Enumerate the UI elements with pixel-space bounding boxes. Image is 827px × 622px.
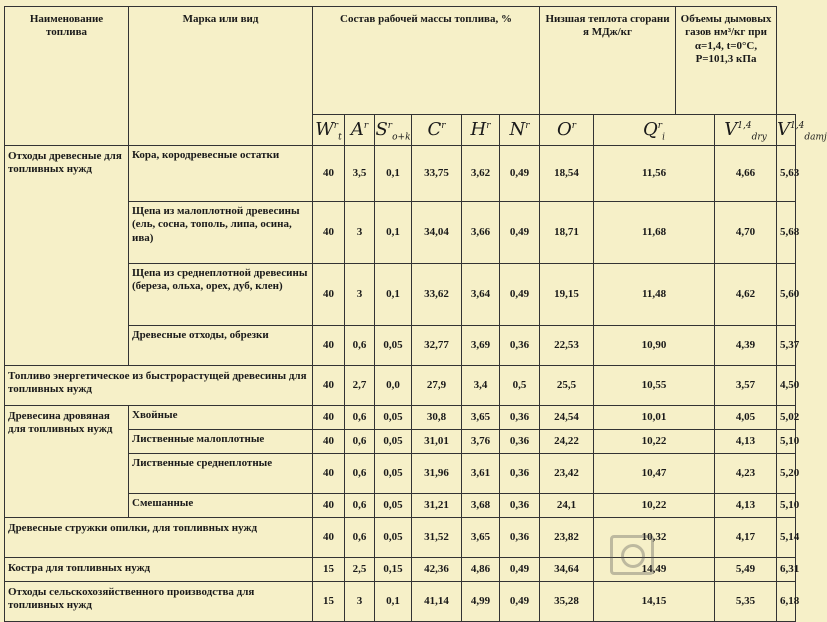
symbol-cell [462, 115, 500, 146]
symbol-main: V [724, 118, 738, 140]
value-cell: 10,47 [594, 454, 715, 494]
value-cell: 3,62 [462, 146, 500, 202]
value-cell: 3,65 [462, 518, 500, 558]
table-row [5, 146, 796, 202]
value-cell: 5,37 [777, 326, 796, 366]
value-cell: 0,05 [375, 326, 412, 366]
value-cell: 40 [313, 494, 345, 518]
header-fuel-name: Наименование топлива [5, 7, 129, 146]
fuel-group-name: Костра для топливных нужд [5, 558, 313, 582]
fuel-group-name: Отходы древесные для топливных нужд [5, 146, 129, 366]
value-cell: 3,61 [462, 454, 500, 494]
value-cell: 32,77 [412, 326, 462, 366]
header-row [5, 7, 796, 115]
symbol-sup: r [486, 120, 491, 131]
value-cell: 0,49 [500, 202, 540, 264]
value-cell: 24,54 [540, 406, 594, 430]
value-cell: 40 [313, 146, 345, 202]
value-cell: 0,1 [375, 264, 412, 326]
value-cell: 40 [313, 406, 345, 430]
header-composition: Состав рабочей массы топлива, % [313, 7, 540, 115]
value-cell: 24,1 [540, 494, 594, 518]
symbol-main: A [350, 118, 364, 140]
value-cell: 0,05 [375, 406, 412, 430]
value-cell: 31,96 [412, 454, 462, 494]
symbol-cell [412, 115, 462, 146]
value-cell: 4,99 [462, 582, 500, 622]
value-cell: 0,6 [345, 430, 375, 454]
value-cell: 5,02 [777, 406, 796, 430]
value-cell: 0,6 [345, 494, 375, 518]
value-cell: 4,23 [715, 454, 777, 494]
value-cell: 4,50 [777, 366, 796, 406]
symbol-main: V [777, 118, 791, 140]
fuel-group-name: Топливо энергетическое из быстрорастущей древесины для топливных нужд [5, 366, 313, 406]
fuel-type-label: Лиственные малоплотные [129, 430, 313, 454]
value-cell: 3,69 [462, 326, 500, 366]
symbol-cell [500, 115, 540, 146]
symbol-sup: 1,4 [790, 120, 805, 131]
value-cell: 27,9 [412, 366, 462, 406]
symbol-sup: 1,4 [737, 120, 752, 131]
value-cell: 0,49 [500, 264, 540, 326]
value-cell: 3,4 [462, 366, 500, 406]
value-cell: 0,1 [375, 582, 412, 622]
value-cell: 11,48 [594, 264, 715, 326]
symbol-main: C [427, 118, 442, 140]
fuel-type-label: Щепа из малоплотной древесины (ель, сосна, тополь, липа, осина, ива) [129, 202, 313, 264]
symbol-main: O [556, 118, 572, 140]
value-cell: 0,6 [345, 454, 375, 494]
value-cell: 10,01 [594, 406, 715, 430]
table-row [5, 406, 796, 430]
value-cell: 0,0 [375, 366, 412, 406]
symbol-main: N [509, 118, 526, 140]
symbol-cell [715, 115, 777, 146]
value-cell: 0,6 [345, 326, 375, 366]
value-cell: 40 [313, 264, 345, 326]
symbol-sup: r [571, 120, 577, 131]
value-cell: 40 [313, 454, 345, 494]
value-cell: 33,62 [412, 264, 462, 326]
fuel-composition-table [4, 6, 827, 622]
value-cell: 10,90 [594, 326, 715, 366]
value-cell: 5,20 [777, 454, 796, 494]
value-cell: 33,75 [412, 146, 462, 202]
value-cell: 24,22 [540, 430, 594, 454]
value-cell: 2,5 [345, 558, 375, 582]
value-cell: 4,39 [715, 326, 777, 366]
value-cell: 4,13 [715, 494, 777, 518]
value-cell: 40 [313, 518, 345, 558]
value-cell: 0,05 [375, 454, 412, 494]
value-cell: 11,68 [594, 202, 715, 264]
value-cell: 18,54 [540, 146, 594, 202]
header-gas-volumes: Объемы дымовых газов нм³/кг при α=1,4, t=0°C, P=101,3 кПа [676, 7, 777, 115]
value-cell: 19,15 [540, 264, 594, 326]
value-cell: 0,49 [500, 558, 540, 582]
value-cell: 5,63 [777, 146, 796, 202]
fuel-type-label: Смешанные [129, 494, 313, 518]
value-cell: 3,66 [462, 202, 500, 264]
symbol-sub: i [662, 132, 665, 143]
fuel-type-label: Лиственные среднеплотные [129, 454, 313, 494]
value-cell: 31,21 [412, 494, 462, 518]
value-cell: 3 [345, 264, 375, 326]
value-cell: 6,31 [777, 558, 796, 582]
value-cell: 40 [313, 326, 345, 366]
value-cell: 0,36 [500, 326, 540, 366]
value-cell: 4,86 [462, 558, 500, 582]
table-row [5, 518, 796, 558]
value-cell: 0,49 [500, 582, 540, 622]
symbol-sub: o+k [392, 132, 411, 143]
value-cell: 0,36 [500, 494, 540, 518]
value-cell: 3 [345, 582, 375, 622]
value-cell: 5,10 [777, 430, 796, 454]
value-cell: 3,5 [345, 146, 375, 202]
symbol-cell [345, 115, 375, 146]
value-cell: 11,56 [594, 146, 715, 202]
symbol-main: S [375, 118, 388, 140]
value-cell: 34,04 [412, 202, 462, 264]
value-cell: 18,71 [540, 202, 594, 264]
value-cell: 3,68 [462, 494, 500, 518]
value-cell: 10,32 [594, 518, 715, 558]
value-cell: 5,10 [777, 494, 796, 518]
value-cell: 4,66 [715, 146, 777, 202]
fuel-type-label: Кора, кородревесные остатки [129, 146, 313, 202]
symbol-sub: dry [751, 132, 767, 143]
symbol-main: Q [643, 118, 658, 140]
value-cell: 0,15 [375, 558, 412, 582]
value-cell: 6,18 [777, 582, 796, 622]
value-cell: 3,65 [462, 406, 500, 430]
symbol-main: W [315, 118, 334, 140]
value-cell: 0,1 [375, 202, 412, 264]
value-cell: 0,36 [500, 430, 540, 454]
symbol-sub: damj [804, 132, 827, 143]
value-cell: 34,64 [540, 558, 594, 582]
table-row [5, 582, 796, 622]
fuel-group-name: Древесные стружки опилки, для топливных нужд [5, 518, 313, 558]
value-cell: 15 [313, 582, 345, 622]
symbol-sup: r [525, 120, 530, 131]
value-cell: 0,36 [500, 454, 540, 494]
value-cell: 31,52 [412, 518, 462, 558]
symbol-cell [540, 115, 594, 146]
value-cell: 0,6 [345, 406, 375, 430]
symbol-cell [594, 115, 715, 146]
table-row [5, 366, 796, 406]
value-cell: 30,8 [412, 406, 462, 430]
value-cell: 4,05 [715, 406, 777, 430]
header-heat: Низшая теплота сгорани я МДж/кг [540, 7, 676, 115]
value-cell: 5,49 [715, 558, 777, 582]
symbol-sub: t [338, 132, 342, 143]
value-cell: 31,01 [412, 430, 462, 454]
value-cell: 14,15 [594, 582, 715, 622]
fuel-group-name: Древесина дровяная для топливных нужд [5, 406, 129, 518]
symbol-main: H [470, 118, 487, 140]
value-cell: 41,14 [412, 582, 462, 622]
value-cell: 42,36 [412, 558, 462, 582]
value-cell: 0,5 [500, 366, 540, 406]
value-cell: 3,57 [715, 366, 777, 406]
symbol-cell [777, 115, 827, 146]
symbol-sup: r [333, 120, 339, 131]
fuel-type-label: Хвойные [129, 406, 313, 430]
value-cell: 10,55 [594, 366, 715, 406]
value-cell: 4,62 [715, 264, 777, 326]
value-cell: 3,76 [462, 430, 500, 454]
value-cell: 23,82 [540, 518, 594, 558]
value-cell: 3,64 [462, 264, 500, 326]
value-cell: 3 [345, 202, 375, 264]
value-cell: 14,49 [594, 558, 715, 582]
symbol-cell [375, 115, 412, 146]
fuel-type-label: Щепа из среднеплотной древесины (береза, ольха, орех, дуб, клен) [129, 264, 313, 326]
fuel-type-label: Древесные отходы, обрезки [129, 326, 313, 366]
value-cell: 0,05 [375, 518, 412, 558]
value-cell: 5,35 [715, 582, 777, 622]
fuel-group-name: Отходы сельскохозяйственного производства для топливных нужд [5, 582, 313, 622]
header-brand: Марка или вид [129, 7, 313, 146]
value-cell: 10,22 [594, 430, 715, 454]
value-cell: 22,53 [540, 326, 594, 366]
fuel-table-container [4, 6, 827, 612]
value-cell: 10,22 [594, 494, 715, 518]
symbol-sup: r [387, 120, 393, 131]
value-cell: 0,49 [500, 146, 540, 202]
value-cell: 0,1 [375, 146, 412, 202]
value-cell: 25,5 [540, 366, 594, 406]
value-cell: 5,14 [777, 518, 796, 558]
value-cell: 2,7 [345, 366, 375, 406]
watermark-icon [610, 535, 654, 575]
value-cell: 15 [313, 558, 345, 582]
value-cell: 0,6 [345, 518, 375, 558]
value-cell: 4,17 [715, 518, 777, 558]
value-cell: 0,36 [500, 518, 540, 558]
value-cell: 5,68 [777, 202, 796, 264]
symbol-sup: r [441, 120, 446, 131]
value-cell: 0,36 [500, 406, 540, 430]
symbol-sup: r [363, 120, 369, 131]
value-cell: 0,05 [375, 494, 412, 518]
value-cell: 4,13 [715, 430, 777, 454]
table-body [5, 146, 800, 622]
value-cell: 40 [313, 202, 345, 264]
value-cell: 40 [313, 430, 345, 454]
table-row [5, 558, 796, 582]
value-cell: 40 [313, 366, 345, 406]
value-cell: 23,42 [540, 454, 594, 494]
value-cell: 4,70 [715, 202, 777, 264]
value-cell: 5,60 [777, 264, 796, 326]
symbol-sup: r [657, 120, 663, 131]
value-cell: 35,28 [540, 582, 594, 622]
symbol-cell [313, 115, 345, 146]
value-cell: 0,05 [375, 430, 412, 454]
